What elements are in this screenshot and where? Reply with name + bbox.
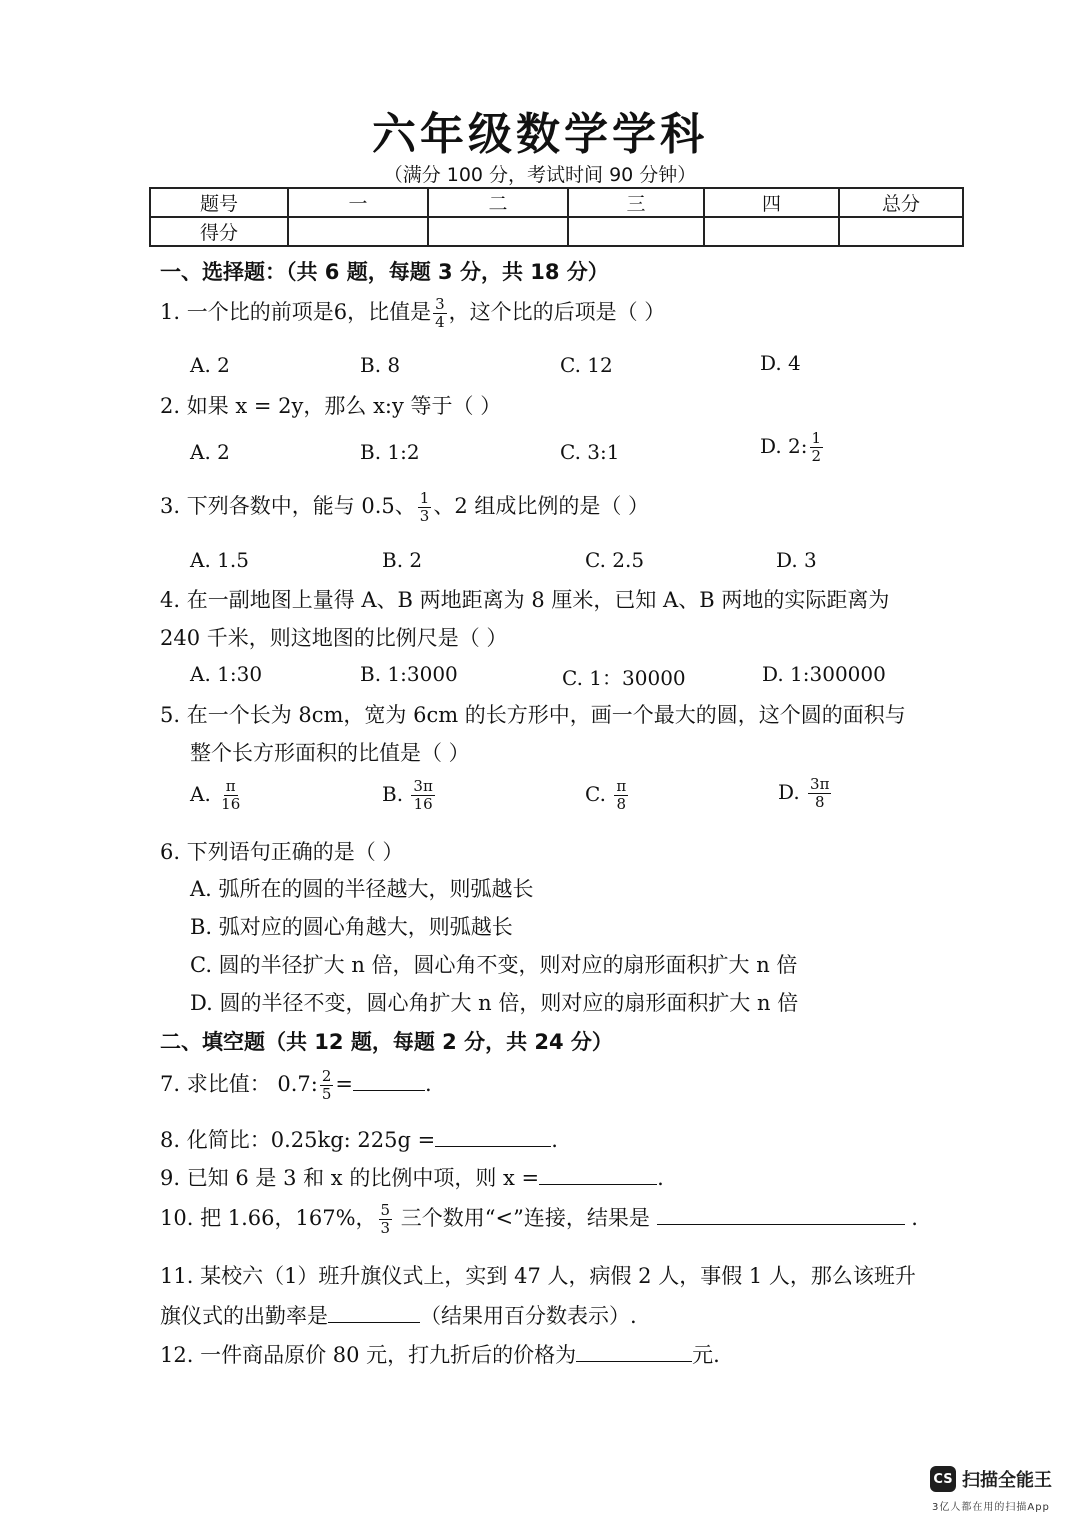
answer-blank[interactable] <box>576 1343 692 1362</box>
answer-blank[interactable] <box>328 1304 420 1323</box>
question-12 <box>160 1339 720 1369</box>
fraction <box>379 1202 393 1237</box>
score-table <box>149 187 964 247</box>
fraction-denominator: 16 <box>413 795 433 813</box>
option-d: D. 4 <box>760 351 801 375</box>
question-8 <box>160 1124 558 1154</box>
option-b: B. 1:2 <box>360 440 420 464</box>
option-c <box>585 778 630 813</box>
question-5-line-2: 整个长方形面积的比值是（ ） <box>190 741 470 765</box>
page-title: 六年级数学学科 <box>372 109 708 160</box>
option-d: D. 1:300000 <box>762 662 886 686</box>
question-4-line-2: 240 千米，则这地图的比例尺是（ ） <box>160 626 508 650</box>
question-10 <box>160 1202 918 1237</box>
option-label: D. <box>778 780 800 804</box>
option-a: A. 2 <box>190 440 230 464</box>
option-d: D. 3 <box>776 548 817 572</box>
table-header-cell: 二 <box>428 188 568 217</box>
watermark-tagline: 3亿人都在用的扫描App <box>932 1502 1050 1513</box>
option-label: A. <box>190 782 211 806</box>
fraction-numerator: 5 <box>380 1201 391 1219</box>
question-text: 12. 一件商品原价 80 元，打九折后的价格为 <box>160 1343 577 1367</box>
fraction-denominator: 16 <box>221 795 241 813</box>
question-text: 1. 一个比的前项是6，比值是 <box>160 300 432 324</box>
option-a: A. 1.5 <box>190 548 249 572</box>
option-a: A. 弧所在的圆的半径越大，则弧越长 <box>190 877 534 901</box>
fraction <box>614 778 628 813</box>
fraction <box>808 776 831 811</box>
fraction-numerator: 1 <box>419 489 430 507</box>
fraction <box>433 296 447 331</box>
table-header-cell: 一 <box>288 188 428 217</box>
option-a: A. 2 <box>190 353 230 377</box>
option-label: C. <box>585 782 606 806</box>
fraction-denominator: 4 <box>435 313 445 331</box>
question-text: 8. 化简比：0.25kg: 225g = <box>160 1128 436 1152</box>
option-a <box>190 778 244 813</box>
question-3 <box>160 490 649 525</box>
option-b: B. 弧对应的圆心角越大，则弧越长 <box>190 915 513 939</box>
option-d <box>760 430 825 465</box>
question-7 <box>160 1068 432 1103</box>
score-table-header-row <box>150 188 963 217</box>
answer-blank[interactable] <box>657 1206 905 1225</box>
option-text: D. 2: <box>760 434 808 458</box>
section-heading-fill: 二、填空题（共 12 题，每题 2 分，共 24 分） <box>160 1030 613 1054</box>
table-header-cell: 题号 <box>150 188 288 217</box>
fraction-denominator: 8 <box>814 793 825 811</box>
option-c: C. 圆的半径扩大 n 倍，圆心角不变，则对应的扇形面积扩大 n 倍 <box>190 953 798 977</box>
fraction-numerator: 3π <box>810 775 830 793</box>
table-header-cell: 三 <box>568 188 704 217</box>
table-header-cell: 总分 <box>839 188 963 217</box>
question-1 <box>160 296 665 331</box>
fraction-numerator: 2 <box>321 1067 332 1085</box>
question-text: . <box>657 1166 664 1190</box>
option-b: B. 2 <box>382 548 423 572</box>
camscanner-logo-icon: CS <box>930 1466 956 1492</box>
watermark-name: 扫描全能王 <box>962 1470 1052 1491</box>
option-c: C. 3:1 <box>560 440 620 464</box>
fraction <box>810 430 824 465</box>
question-text: 三个数用“<”连接，结果是 <box>394 1206 657 1230</box>
option-d <box>778 776 833 811</box>
question-text: . <box>551 1128 558 1152</box>
question-9 <box>160 1162 664 1192</box>
scanner-watermark <box>930 1466 1052 1492</box>
question-text: （结果用百分数表示）. <box>420 1304 637 1328</box>
answer-blank[interactable] <box>435 1128 551 1147</box>
score-cell <box>288 217 428 246</box>
fraction <box>219 778 242 813</box>
score-cell <box>839 217 963 246</box>
option-b <box>382 778 437 813</box>
question-text: . <box>911 1206 918 1230</box>
question-text: 7. 求比值： 0.7: <box>160 1072 318 1096</box>
fraction-denominator: 8 <box>616 795 627 813</box>
option-b: B. 1:3000 <box>360 662 458 686</box>
option-label: B. <box>382 782 404 806</box>
option-b: B. 8 <box>360 353 401 377</box>
question-text: 9. 已知 6 是 3 和 x 的比例中项，则 x = <box>160 1166 540 1190</box>
fraction <box>418 490 432 525</box>
question-11-line-1: 11. 某校六（1）班升旗仪式上，实到 47 人，病假 2 人，事假 1 人，那么该班升 <box>160 1264 916 1288</box>
option-c: C. 2.5 <box>585 548 645 572</box>
answer-blank[interactable] <box>353 1072 425 1091</box>
score-cell <box>568 217 704 246</box>
fraction-numerator: π <box>225 777 236 795</box>
table-row-label: 得分 <box>150 217 288 246</box>
fraction-denominator: 3 <box>419 507 430 525</box>
question-text: 旗仪式的出勤率是 <box>160 1304 328 1328</box>
fraction <box>320 1068 334 1103</box>
question-text: 3. 下列各数中，能与 0.5、 <box>160 494 416 518</box>
question-text: ，这个比的后项是（ ） <box>448 300 666 324</box>
question-text: 元. <box>692 1343 720 1367</box>
table-header-cell: 四 <box>704 188 839 217</box>
fraction-denominator: 5 <box>321 1085 332 1103</box>
option-c: C. 1：30000 <box>562 666 686 690</box>
question-text: . <box>425 1072 432 1096</box>
fraction-denominator: 2 <box>811 447 822 465</box>
fraction-numerator: π <box>616 777 627 795</box>
answer-blank[interactable] <box>539 1166 657 1185</box>
fraction-denominator: 3 <box>380 1219 391 1237</box>
question-text: 、2 组成比例的是（ ） <box>433 494 650 518</box>
section-heading-choice: 一、选择题：（共 6 题，每题 3 分，共 18 分） <box>160 260 609 284</box>
question-text: = <box>335 1072 354 1096</box>
question-text: 10. 把 1.66，167%， <box>160 1206 377 1230</box>
question-4-line-1: 4. 在一副地图上量得 A、B 两地距离为 8 厘米，已知 A、B 两地的实际距离为 <box>160 588 890 612</box>
option-c: C. 12 <box>560 353 613 377</box>
question-2: 2. 如果 x = 2y，那么 x:y 等于（ ） <box>160 394 502 418</box>
score-table-row <box>150 217 963 246</box>
fraction-numerator: 1 <box>811 429 822 447</box>
option-a: A. 1:30 <box>190 662 263 686</box>
question-5-line-1: 5. 在一个长为 8cm，宽为 6cm 的长方形中，画一个最大的圆，这个圆的面积与 <box>160 703 906 727</box>
question-6: 6. 下列语句正确的是（ ） <box>160 840 404 864</box>
score-cell <box>428 217 568 246</box>
fraction <box>411 778 434 813</box>
fraction-numerator: 3π <box>413 777 433 795</box>
exam-subtitle: （满分 100 分，考试时间 90 分钟） <box>383 164 697 186</box>
score-cell <box>704 217 839 246</box>
option-d: D. 圆的半径不变，圆心角扩大 n 倍，则对应的扇形面积扩大 n 倍 <box>190 991 799 1015</box>
fraction-numerator: 3 <box>435 295 445 313</box>
question-11-line-2 <box>160 1300 637 1330</box>
